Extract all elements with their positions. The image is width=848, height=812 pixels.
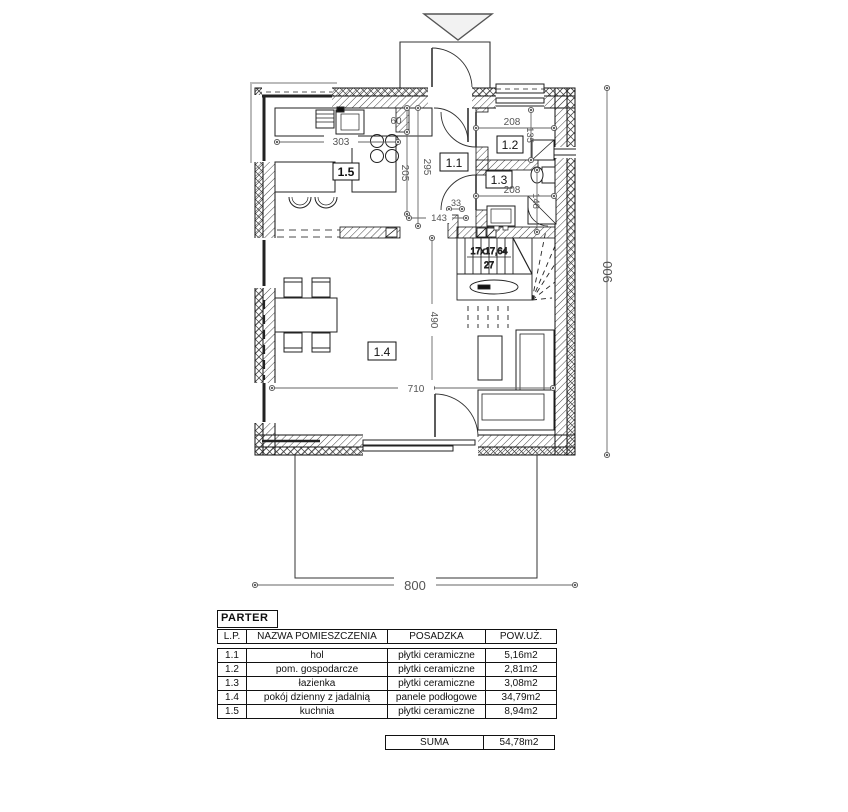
cell-name: kuchnia [247,705,388,719]
cell-area: 2,81m2 [486,663,557,677]
dim-148: 148 [530,193,541,209]
col-lp: L.P. [218,630,247,644]
porch [400,42,490,88]
stairs-riser-spec: 17x17,64 [470,246,508,256]
cell-floor: płytki ceramiczne [388,705,486,719]
dim-490: 490 [428,311,439,329]
dim-208-a: 208 [503,117,521,128]
cell-lp: 1.2 [218,663,247,677]
dim-33: 33 [450,198,462,208]
dim-710: 710 [407,384,425,395]
table-row [218,705,557,719]
stairs-tread: 27 [483,260,495,270]
cell-floor: panele podłogowe [388,691,486,705]
cell-floor: płytki ceramiczne [388,663,486,677]
living-furniture [275,278,554,430]
dining-table [275,298,337,332]
dim-205: 205 [399,164,410,182]
cell-lp: 1.3 [218,677,247,691]
dim-text-backers [324,135,452,593]
dim-135: 135 [524,127,535,143]
table-row [218,663,557,677]
sum-value: 54,78m2 [484,736,555,750]
col-floor: POSADZKA [388,630,486,644]
cell-area: 5,16m2 [486,649,557,663]
table-row [218,649,557,663]
dim-60: 60 [390,116,402,127]
cell-name: pokój dzienny z jadalnią [247,691,388,705]
sum-label: SUMA [386,736,484,750]
cell-area: 8,94m2 [486,705,557,719]
col-area: POW.UŻ. [486,630,557,644]
cell-lp: 1.4 [218,691,247,705]
legend-rows [217,648,557,719]
cell-floor: płytki ceramiczne [388,677,486,691]
toilet [542,167,555,183]
cell-floor: płytki ceramiczne [388,649,486,663]
sink [336,110,364,134]
cell-name: łazienka [247,677,388,691]
cell-lp: 1.5 [218,705,247,719]
cell-lp: 1.1 [218,649,247,663]
label-hol: 1.1 [445,156,463,170]
stove [371,135,399,163]
col-name: NAZWA POMIESZCZENIA [247,630,388,644]
entrance-arrow-icon [424,14,492,40]
dim-208-b: 208 [503,185,521,196]
terrace-outline [295,455,537,578]
dim-800: 800 [404,578,426,593]
label-lazienka: 1.3 [490,173,508,187]
dim-295: 295 [421,158,432,176]
table-row [218,677,557,691]
legend-header [217,629,557,644]
legend-sum [385,735,555,750]
dim-143: 143 [431,213,447,224]
table-row [218,691,557,705]
island [275,162,335,192]
cell-name: pom. gospodarcze [247,663,388,677]
label-gospodarcze: 1.2 [501,138,519,152]
label-dzienny: 1.4 [373,345,391,359]
cell-name: hol [247,649,388,663]
label-kuchnia: 1.5 [337,165,355,179]
cell-area: 3,08m2 [486,677,557,691]
cell-area: 34,79m2 [486,691,557,705]
stairs [457,230,555,328]
dim-303: 303 [332,137,350,148]
dim-900: 900 [600,261,615,283]
coffee-table [478,336,502,380]
table-title: PARTER [217,610,278,628]
